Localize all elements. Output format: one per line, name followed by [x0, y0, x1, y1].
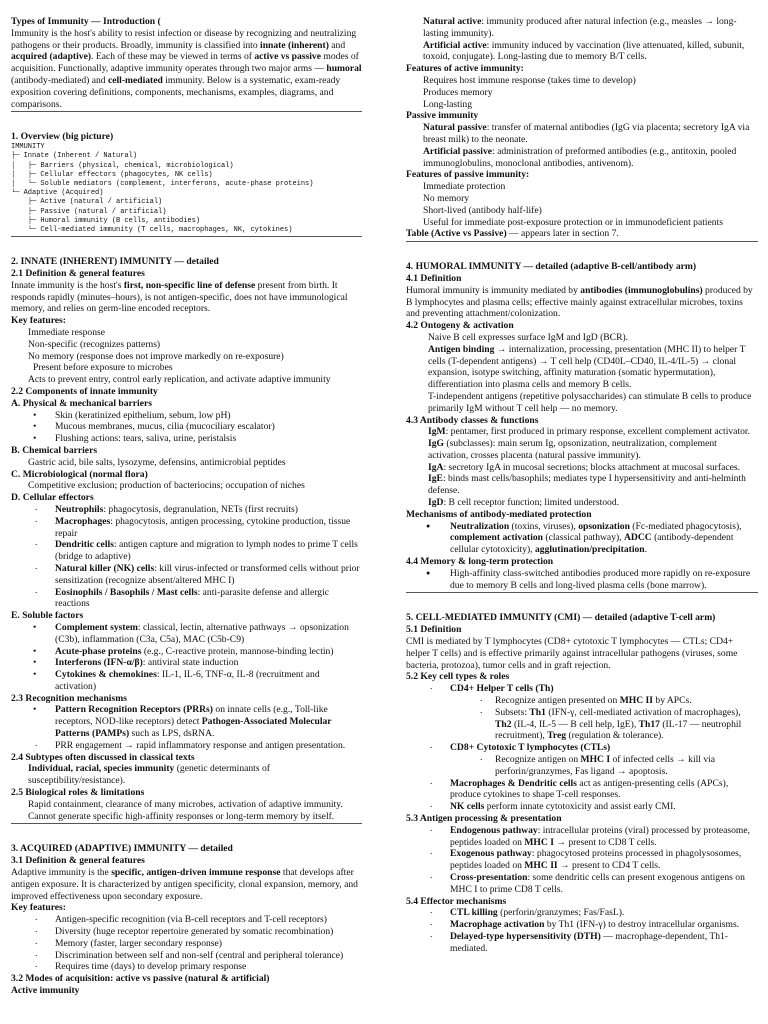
list-item: . Recognize antigen on MHC I of infected cells → kill via perforin/granzymes, Fas ligand → apoptosis. — [406, 754, 758, 778]
list-item: . Dendritic cells: antigen capture and migration to lymph nodes to prime T cells (bridge to adaptive) — [11, 539, 362, 563]
paragraph: Short-lived (antibody half-life) — [423, 204, 542, 216]
bullet-list — [11, 704, 362, 751]
list-item: • Flushing actions: tears, saliva, urine, peristalsis — [11, 433, 362, 445]
bullet-list — [11, 914, 362, 973]
list-item: . Endogenous pathway: intracellular proteins (viral) processed by proteasome, peptides loaded on MHC I → present to CD8 T cells. — [406, 825, 758, 849]
bullet-list — [406, 907, 758, 954]
subheading: Mechanisms of antibody-mediated protection — [406, 508, 592, 520]
bullet-list — [406, 825, 758, 896]
bullet-list — [406, 521, 758, 556]
paragraph: Table (Active vs Passive) — appears later in section 7. — [406, 228, 758, 242]
list-item: . CD4+ Helper T cells (Th) — [406, 683, 758, 695]
list-item: . Diversity (huge receptor repertoire generated by somatic recombination) — [11, 926, 362, 938]
list-item: . Delayed-type hypersensitivity (DTH) — macrophage-dependent, Th1-mediated. — [406, 931, 758, 955]
subheading: 3.1 Definition & general features — [11, 855, 145, 867]
list-item: . Recognize antigen presented on MHC II by APCs. — [406, 695, 758, 707]
section-heading: 4. HUMORAL IMMUNITY — detailed (adaptive B-cell/antibody arm) — [406, 261, 697, 273]
subheading: 4.3 Antibody classes & functions — [406, 414, 539, 426]
list-item: . PRR engagement → rapid inflammatory response and antigen presentation. — [11, 740, 362, 752]
paragraph: Natural passive: transfer of maternal antibodies (IgG via placenta; secretory IgA via breast milk) to the neonate. — [423, 122, 750, 145]
subheading: 2.4 Subtypes often discussed in classical texts — [11, 751, 195, 763]
subheading: Key features: — [11, 315, 66, 327]
list-item: . Macrophages & Dendritic cells act as antigen-presenting cells (APCs), produce cytokines to shape T-cell responses. — [406, 778, 758, 802]
bullet-list — [11, 622, 362, 693]
subheading: 2.5 Biological roles & limitations — [11, 787, 145, 799]
paragraph: Immediate response — [28, 326, 105, 338]
section-heading: 1. Overview (big picture) — [11, 131, 114, 143]
paragraph: IgG (subclasses): main serum Ig, opsonization, neutralization, complement activation, crosses placenta (natural passive immunity). — [428, 438, 717, 461]
paragraph: Acts to prevent entry, control early replication, and activate adaptive immunity — [28, 374, 331, 386]
list-item: • Acute-phase proteins (e.g., C-reactive protein, mannose-binding lectin) — [11, 646, 362, 658]
subheading: 2.2 Components of innate immunity — [11, 385, 158, 397]
list-item: . Antigen-specific recognition (via B-cell receptors and T-cell receptors) — [11, 914, 362, 926]
subheading: Features of active immunity: — [406, 63, 524, 75]
section-heading: 5. CELL-MEDIATED IMMUNITY (CMI) — detailed (adaptive T-cell arm) — [406, 612, 716, 624]
paragraph: Natural active: immunity produced after natural infection (e.g., measles → long-lasting immunity). — [423, 16, 737, 39]
list-item: . Cross-presentation: some dendritic cells can present exogenous antigens on MHC I to prime CD8 T cells. — [406, 872, 758, 896]
paragraph: No memory — [423, 192, 470, 204]
paragraph: IgE: binds mast cells/basophils; mediates type I hypersensitivity and anti-helminth defense. — [428, 473, 746, 497]
left-column — [11, 16, 362, 1022]
paragraph: Produces memory — [423, 86, 493, 98]
paragraph: Non-specific (recognizes patterns) — [28, 338, 161, 350]
list-item: . Requires time (days) to develop primary response — [11, 961, 362, 973]
list-item: . Macrophages: phagocytosis, antigen processing, cytokine production, tissue repair — [11, 516, 362, 540]
paragraph: Artificial active: immunity induced by vaccination (live attenuated, killed, subunit, toxoid, conjugate). Long-lasting due to memory B/T cells. — [423, 39, 745, 63]
list-item: • Pattern Recognition Receptors (PRRs) on innate cells (e.g., Toll-like receptors, NOD-like receptors) detect Pathogen-Associated Molecular Patterns (PAMPs) such as LPS, dsRNA. — [11, 704, 362, 739]
paragraph: Types of Immunity — Introduction ( Immunity is the host's ability to resist infection or disease by recognizing and neutralizing pathogens or their products. Broadly, immunity is classified into innate (inherent) and acquired (adaptive). Each of these may be viewed in terms of active vs passive modes of acquisition. Functionally, adaptive immunity operates through two major arms — humoral (antibody-mediated) and cell-mediated immunity. Below is a systematic, exam-ready exposition covering definitions, components, mechanisms, examples, diagrams, and comparisons. — [11, 16, 362, 112]
paragraph: Naive B cell expresses surface IgM and IgD (BCR). — [428, 331, 629, 343]
subheading: Features of passive immunity: — [406, 169, 530, 181]
paragraph: T-independent antigens (repetitive polysaccharides) can stimulate B cells to produce primarily IgM without T cell help — no memory. — [428, 390, 752, 414]
subheading: Active immunity — [11, 985, 80, 997]
paragraph: Requires host immune response (takes time to develop) — [423, 74, 636, 86]
subheading: 3.2 Modes of acquisition: active vs passive (natural & artificial) — [11, 973, 270, 985]
list-item: . CD8+ Cytotoxic T lymphocytes (CTLs) — [406, 742, 758, 754]
list-item: ● High-affinity class-switched antibodies produced more rapidly on re-exposure due to memory B cells and long-lived plasma cells (bone marrow). — [406, 568, 758, 594]
paragraph: Present before exposure to microbes — [33, 362, 173, 374]
section-heading: 2. INNATE (INHERENT) IMMUNITY — detailed — [11, 256, 219, 268]
paragraph: Artificial passive: administration of preformed antibodies (e.g., antitoxin, pooled immunoglobulins, monoclonal antibodies, antivenom). — [423, 145, 737, 169]
list-item: . NK cells perform innate cytotoxicity and assist early CMI. — [406, 801, 758, 813]
subheading: A. Physical & mechanical barriers — [11, 397, 152, 409]
list-item: . Memory (faster, larger secondary response) — [11, 938, 362, 950]
subheading: 2.1 Definition & general features — [11, 268, 145, 279]
subheading: 5.4 Effector mechanisms — [406, 895, 507, 907]
paragraph: CMI is mediated by T lymphocytes (CD8+ cytotoxic T lymphocytes — CTLs; CD4+ helper T cells) and is effective primarily against intracellular pathogens (viruses, some bacteria, protozoa), tumor cells and in graft rejection. — [406, 636, 738, 671]
subheading: 5.2 Key cell types & roles — [406, 671, 510, 683]
paragraph: Antigen binding → internalization, processing, presentation (MHC II) to helper T cells (T-dependent antigens) → T cell help (CD40L–CD40, IL-4/IL-5) → clonal expansion, isotype switching, affinity maturation (somatic hypermutation), differentiation into plasma cells and memory B cells. — [428, 343, 746, 391]
list-item: • Mucous membranes, mucus, cilia (mucociliary escalator) — [11, 421, 362, 433]
paragraph: Gastric acid, bile salts, lysozyme, defensins, antimicrobial peptides — [28, 456, 286, 468]
subheading: 5.3 Antigen processing & presentation — [406, 813, 562, 824]
overview-tree: IMMUNITY ├─ Innate (Inherent / Natural) │ ├─ Barriers (physical, chemical, microbiological) │ ├─ Cellular effectors (phagocytes, NK cells) │ └─ Soluble mediators (complement, interferons, acute-phase proteins) └─ Adaptive (Acquired) ├─ Active (natural / artificial) ├─ Passive (natural / artificial) ├─ Humoral immunity (B cells, antibodies) └─ Cell-mediated immunity (T cells, macrophages, NK, cytokines) — [11, 143, 362, 237]
subheading: 4.4 Memory & long-term protection — [406, 556, 554, 568]
section-heading: 3. ACQUIRED (ADAPTIVE) IMMUNITY — detailed — [11, 843, 233, 855]
subheading: 4.2 Ontogeny & activation — [406, 320, 514, 332]
paragraph: IgM: pentamer, first produced in primary response, excellent complement activator. — [428, 426, 750, 438]
paragraph: Humoral immunity is immunity mediated by antibodies (immunoglobulins) produced by B lymphocytes and plasma cells; effective mainly against extracellular microbes, toxins and preventing attachment/colonization. — [406, 284, 753, 320]
subheading: C. Microbiological (normal flora) — [11, 468, 148, 480]
document-title: Types of Immunity — Introduction ( — [11, 16, 161, 27]
bullet-list — [406, 683, 758, 813]
subheading: E. Soluble factors — [11, 610, 84, 622]
paragraph: Rapid containment, clearance of many microbes, activation of adaptive immunity. — [28, 798, 343, 810]
list-item: • Complement system: classical, lectin, alternative pathways → opsonization (C3b), inflammation (C3a, C5a), MAC (C5b-C9) — [11, 622, 362, 646]
right-column — [406, 16, 758, 1022]
list-item: • Skin (keratinized epithelium, sebum, low pH) — [11, 410, 362, 422]
paragraph: Immediate protection — [423, 181, 506, 193]
paragraph: Long-lasting — [423, 98, 473, 110]
paragraph: IgA: secretory IgA in mucosal secretions; blocks attachment at mucosal surfaces. — [428, 461, 740, 473]
paragraph: IgD: B cell receptor function; limited understood. — [428, 497, 620, 509]
list-item: . Macrophage activation by Th1 (IFN-γ) to destroy intracellular organisms. — [406, 919, 758, 931]
list-item: . Discrimination between self and non-self (central and peripheral tolerance) — [11, 950, 362, 962]
paragraph: Innate immunity is the host's first, non-specific line of defense present from birth. It responds rapidly (minutes–hours), is not antigen-specific, does not have immunological memory, and relies on germ-line encoded receptors. — [11, 279, 348, 315]
bullet-list — [11, 504, 362, 610]
paragraph: Individual, racial, species immunity (genetic determinants of susceptibility/resistance). — [28, 763, 270, 787]
paragraph: Competitive exclusion; production of bacteriocins; occupation of niches — [28, 480, 305, 492]
list-item: . CTL killing (perforin/granzymes; Fas/FasL). — [406, 907, 758, 919]
paragraph: Useful for immediate post-exposure protection or in immunodeficient patients — [423, 216, 723, 228]
list-item: . Natural killer (NK) cells: kill virus-infected or transformed cells without prior sensitization (recognize absent/altered MHC I) — [11, 563, 362, 587]
paragraph: No memory (response does not improve markedly on re-exposure) — [28, 350, 284, 362]
list-item: • Interferons (IFN-α/β): antiviral state induction — [11, 657, 362, 669]
bullet-list — [11, 410, 362, 445]
paragraph: Adaptive immunity is the specific, antigen-driven immune response that develops after antigen exposure. It is characterized by antigen specificity, clonal expansion, memory, and improved effectiveness upon secondary exposure. — [11, 867, 358, 902]
list-item: . Exogenous pathway: phagocytosed proteins processed in phagolysosomes, peptides loaded on MHC II → present to CD4 T cells. — [406, 848, 758, 872]
list-item: . Subsets: Th1 (IFN-γ, cell-mediated activation of macrophages), Th2 (IL-4, IL-5 — B cell help, IgE), Th17 (IL-17 — neutrophil recruitment), Treg (regulation & tolerance). — [406, 707, 758, 742]
subheading: Key features: — [11, 902, 66, 914]
subheading: 5.1 Definition — [406, 624, 462, 636]
list-item: ● Neutralization (toxins, viruses), opsonization (Fc-mediated phagocytosis), complement activation (classical pathway), ADCC (antibody-dependent cellular cytotoxicity), agglutination/precipitation. — [406, 521, 758, 556]
subheading: 4.1 Definition — [406, 272, 462, 284]
list-item: . Eosinophils / Basophils / Mast cells: anti-parasite defense and allergic reactions — [11, 587, 362, 611]
bullet-list — [406, 568, 758, 594]
list-item: • Cytokines & chemokines: IL-1, IL-6, TNF-α, IL-8 (recruitment and activation) — [11, 669, 362, 693]
subheading: B. Chemical barriers — [11, 444, 98, 456]
subheading: Passive immunity — [406, 110, 479, 122]
subheading: 2.3 Recognition mechanisms — [11, 692, 127, 704]
subheading: D. Cellular effectors — [11, 492, 94, 504]
list-item: . Neutrophils: phagocytosis, degranulation, NETs (first recruits) — [11, 504, 362, 516]
paragraph: Cannot generate specific high-affinity responses or long-term memory by itself. — [11, 811, 362, 825]
